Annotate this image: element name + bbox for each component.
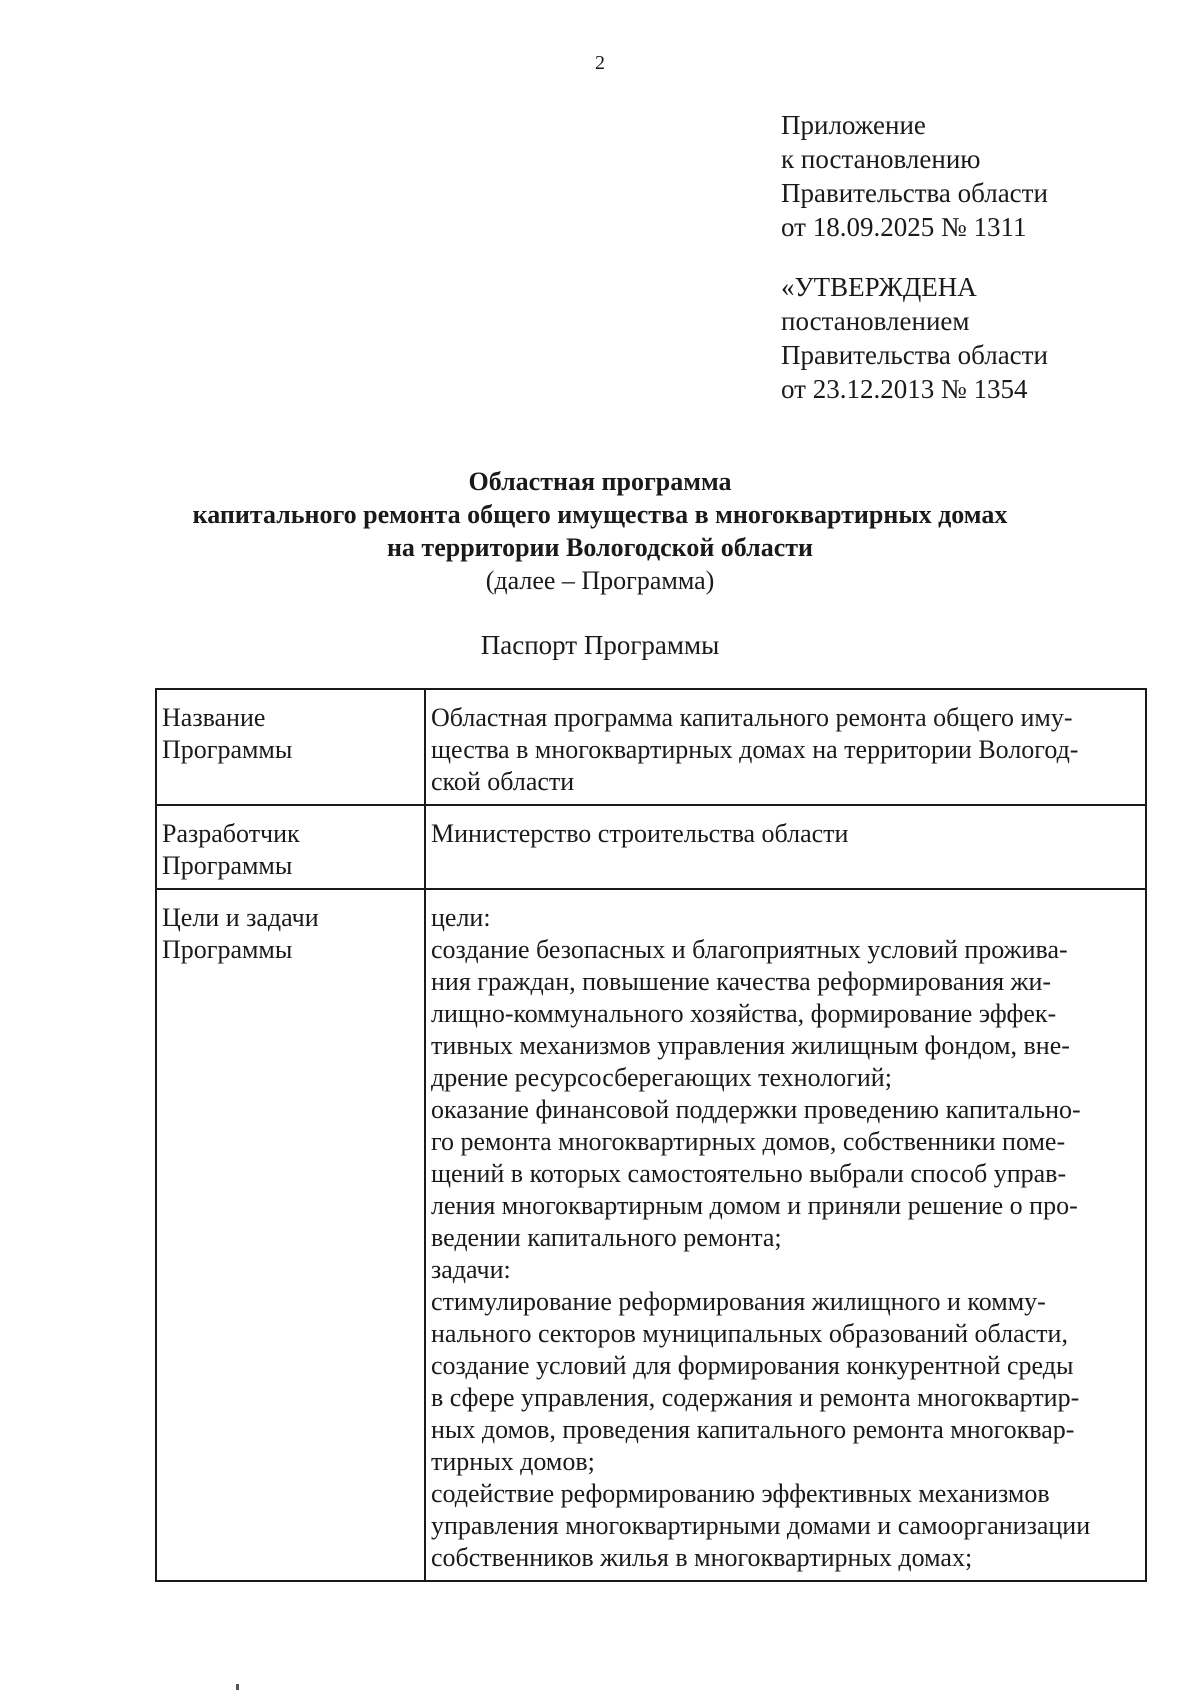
label-line: Программы (162, 735, 293, 764)
appendix-line: от 18.09.2025 № 1311 (781, 212, 1027, 242)
passport-table (155, 688, 1147, 1582)
title-subtitle: (далее – Программа) (485, 566, 715, 595)
row-label (156, 889, 425, 1581)
content-line: собственников жилья в многоквартирных домах; (431, 1543, 973, 1572)
row-label (156, 805, 425, 889)
appendix-line: Приложение (781, 110, 926, 140)
row-content (425, 805, 1146, 889)
document-title (0, 465, 1200, 597)
table-row (156, 805, 1146, 889)
approval-line: «УТВЕРЖДЕНА (781, 272, 977, 302)
label-line: Разработчик (162, 819, 300, 848)
content-line: нального секторов муниципальных образований области, (431, 1319, 1068, 1348)
approval-line: постановлением (781, 306, 970, 336)
approval-block (781, 270, 1048, 406)
content-line: дрение ресурсосберегающих технологий; (431, 1063, 892, 1092)
title-line: на территории Вологодской области (386, 533, 814, 562)
content-line: содействие реформированию эффективных механизмов (431, 1479, 1050, 1508)
content-line: создание условий для формирования конкурентной среды (431, 1351, 1074, 1380)
label-line: Программы (162, 851, 293, 880)
approval-line: от 23.12.2013 № 1354 (781, 374, 1028, 404)
content-line: тирных домов; (431, 1447, 595, 1476)
content-line: Министерство строительства области (431, 819, 849, 848)
content-line: тивных механизмов управления жилищным фондом, вне- (431, 1031, 1070, 1060)
row-content (425, 689, 1146, 805)
approval-line: Правительства области (781, 340, 1048, 370)
page-number: 2 (595, 52, 605, 74)
content-line: ведении капитального ремонта; (431, 1223, 782, 1252)
content-line: управления многоквартирными домами и самоорганизации (431, 1511, 1091, 1540)
content-line: щества в многоквартирных домах на территории Вологод- (431, 735, 1079, 764)
appendix-line: к постановлению (781, 144, 981, 174)
appendix-line: Правительства области (781, 178, 1048, 208)
content-line: в сфере управления, содержания и ремонта многоквартир- (431, 1383, 1080, 1412)
table-row (156, 689, 1146, 805)
content-line: цели: (431, 903, 491, 932)
row-label (156, 689, 425, 805)
content-line: задачи: (431, 1255, 511, 1284)
title-line: Областная программа (468, 467, 732, 496)
content-line: Областная программа капитального ремонта общего иму- (431, 703, 1073, 732)
label-line: Цели и задачи (162, 903, 319, 932)
content-line: лищно-коммунального хозяйства, формирование эффек- (431, 999, 1057, 1028)
scan-artifact (236, 1684, 239, 1690)
content-line: стимулирование реформирования жилищного и комму- (431, 1287, 1046, 1316)
content-line: создание безопасных и благоприятных условий прожива- (431, 935, 1068, 964)
passport-heading: Паспорт Программы (480, 630, 720, 660)
content-line: оказание финансовой поддержки проведению капитально- (431, 1095, 1081, 1124)
label-line: Программы (162, 935, 293, 964)
content-line: ской области (431, 767, 575, 796)
content-line: го ремонта многоквартирных домов, собственники поме- (431, 1127, 1066, 1156)
row-content (425, 889, 1146, 1581)
title-line: капитального ремонта общего имущества в многоквартирных домах (192, 500, 1008, 529)
table-row (156, 889, 1146, 1581)
content-line: ных домов, проведения капитального ремонта многоквар- (431, 1415, 1075, 1444)
label-line: Название (162, 703, 266, 732)
content-line: ления многоквартирным домом и приняли решение о про- (431, 1191, 1078, 1220)
content-line: щений в которых самостоятельно выбрали способ управ- (431, 1159, 1067, 1188)
appendix-block (781, 108, 1048, 244)
content-line: ния граждан, повышение качества реформирования жи- (431, 967, 1052, 996)
